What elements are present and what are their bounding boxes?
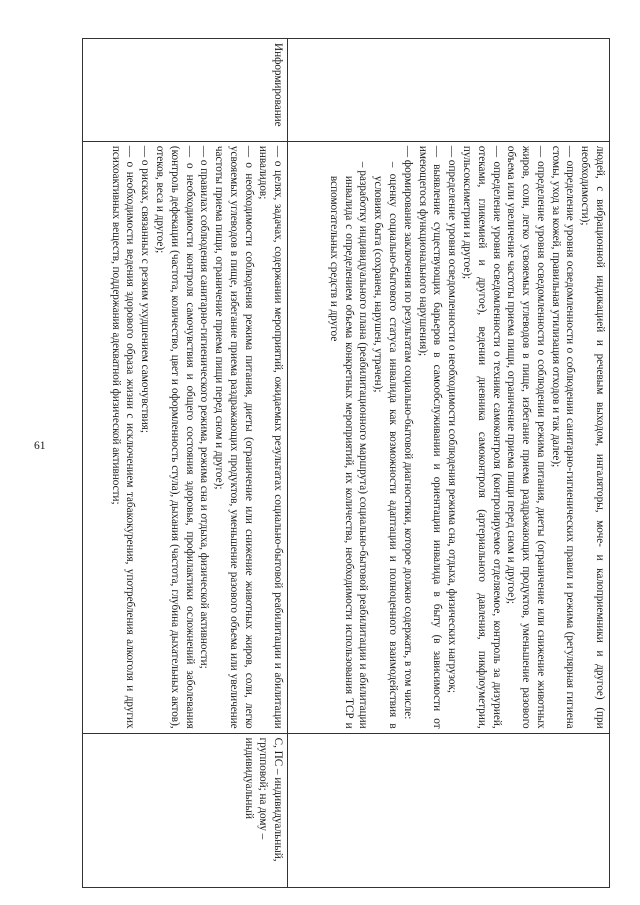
list-item: — о необходимости контроля самочувствия и общего состояния здоровья, профилактики осложнений заболевания (контроль дефекации (частота, количество, цвет и оформленность стула), дыхания (частота, глубина дыхательных актов), отеков, веса и другое); xyxy=(154,145,196,729)
list-subitem: – разработку индивидуального плана (реабилитационного маршрута) социально-бытовой реабилитации и абилитации инвалида с определением объема конкретных мероприятий, их количества, необходимости использования ТСР и вспомогательных средств и другое xyxy=(327,161,370,729)
list-item: людей, с вибрационной индикацией и речевым выходом, ингаляторы, моче- и калоприемники и другое) (при необходимости); xyxy=(579,145,606,729)
row-form: С, ПС – индивидуальный, групповой; на дому – индивидуальный xyxy=(242,737,285,862)
list-item: — о необходимости ведения здорового образа жизни с исключением табакокурения, употребления алкоголя и других психоактивных веществ, поддержания адекватной физической активности; xyxy=(109,145,137,729)
list-item: — определение уровня осведомленности о необходимости соблюдения режима сна, отдыха, физических нагрузок; xyxy=(446,145,459,694)
list-subitem: – оценку социально-бытового статуса инвалида как возможности адаптации и полноценного взаимодействия в условиях быта (сохранен, нарушен, утрачен); xyxy=(372,161,400,729)
list-item: — о рисках, связанных с резким ухудшением самочувствия; xyxy=(139,145,152,433)
list-item: — о правилах соблюдения санитарно-гигиенического режима, режима сна и отдыха, физической активности; xyxy=(198,145,211,669)
rehabilitation-table xyxy=(82,38,610,888)
table-row xyxy=(83,39,288,888)
list-item: — выявление существующих барьеров в самообслуживании и ориентации инвалида в быту (в зависимости от имеющегося функционального нарушения); xyxy=(416,145,444,729)
table-row xyxy=(288,39,610,888)
list-item: — о необходимости соблюдения режима питания, диеты (ограничение или снижение животных жиров, соли, легко усвояемых углеводов в пище, избегание приема раздражающих продуктов, уменьшение разового объема или увеличение частоты приема пищи, ограничение приема пищи перед сном и другое); xyxy=(213,145,255,729)
list-item: — о целях, задачах, содержании мероприятий, ожидаемых результатах социально-бытовой реабилитации и абилитации инвалидов; xyxy=(257,145,285,729)
row-label-cell xyxy=(83,39,288,142)
row-content-cell xyxy=(288,141,610,733)
rotated-page-content xyxy=(82,38,610,888)
row-form-cell xyxy=(83,733,288,887)
list-item: — определение уровня осведомленности о соблюдении санитарно-гигиенических правил и режима (регулярная гигиена стомы, уход за кожей, правильная утилизация отходов и так далее); xyxy=(549,145,577,729)
row-label-cell xyxy=(288,39,610,142)
page-number: 61 xyxy=(34,440,46,452)
list-item: — определение уровня осведомленности о технике самоконтроля (контролируемое отделяемое, контроль за дизурией, отеками, гликемией и другое), ведении дневника самоконтроля (артериального давления, пикфлоуметрии, пульсоксиметрии и другое); xyxy=(460,145,503,729)
list-item: — формирование заключения по результатам социально-бытовой диагностики, которое должно содержать, в том числе: xyxy=(401,145,414,720)
row-form-cell xyxy=(288,733,610,887)
list-item: — определение уровня осведомленности о соблюдении режима питания, диеты (ограничение или снижение животных жиров, соли, легко усвояемых углеводов в пище, избегание приема раздражающих продуктов, уменьшение разового объема или увеличение частоты приема пищи, ограничение приема пищи перед сном и другое); xyxy=(505,145,547,729)
row-label: Информирование xyxy=(272,43,285,127)
row-content-cell xyxy=(83,141,288,733)
